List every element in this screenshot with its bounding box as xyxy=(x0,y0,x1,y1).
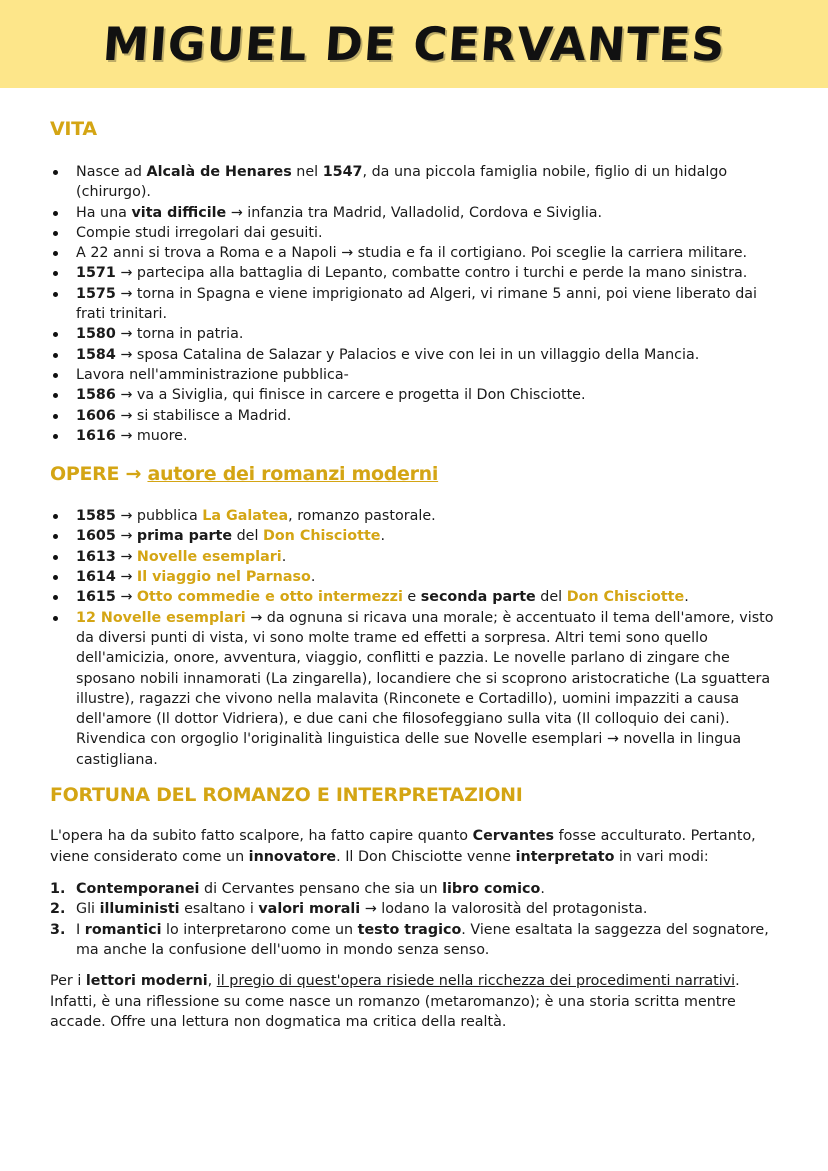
list-item: 1585 → pubblica La Galatea, romanzo pastorale. xyxy=(50,506,778,526)
list-item: Lavora nell'amministrazione pubblica- xyxy=(50,365,778,385)
interpretations-list xyxy=(50,879,778,960)
list-item: Nasce ad Alcalà de Henares nel 1547, da una piccola famiglia nobile, figlio di un hidalgo (chirurgo). xyxy=(50,162,778,203)
list-item: 1605 → prima parte del Don Chisciotte. xyxy=(50,526,778,546)
list-item: 2. Gli illuministi esaltano i valori morali → lodano la valorosità del protagonista. xyxy=(50,901,648,918)
paragraph-modern-readers: Per i lettori moderni, il pregio di quest'opera risiede nella ricchezza dei procedimenti narrativi. Infatti, è una riflessione su come nasce un romanzo (metaromanzo); è una storia scritta mentre accade. Offre una lettura non dogmatica ma critica della realtà. xyxy=(50,973,740,1031)
document-body xyxy=(0,88,828,1033)
paragraph-intro: L'opera ha da subito fatto scalpore, ha fatto capire quanto Cervantes fosse acculturato. Pertanto, viene considerato come un innovatore. Il Don Chisciotte venne interpretato in vari modi: xyxy=(50,828,756,865)
list-item: 3. I romantici lo interpretarono come un testo tragico. Viene esaltata la saggezza del sognatore, ma anche la confusione dell'uomo in mondo senza senso. xyxy=(50,921,769,958)
list-item: 1571 → partecipa alla battaglia di Lepanto, combatte contro i turchi e perde la mano sinistra. xyxy=(50,263,778,283)
list-item: A 22 anni si trova a Roma e a Napoli → studia e fa il cortigiano. Poi sceglie la carriera militare. xyxy=(50,243,778,263)
section-heading-opere: OPERE → autore dei romanzi moderni xyxy=(50,463,439,486)
list-item: 12 Novelle esemplari → da ognuna si ricava una morale; è accentuato il tema dell'amore, visto da diversi punti di vista, vi sono molte trame ed effetti a sorpresa. Altri temi sono quello dell'amicizia, onore, avventura, viaggio, conflitti e pazzia. Le novelle parlano di zingare che sposano nobili innamorati (La zingarella), locandiere che si scoprono aristocratiche (La sguattera illustre), ragazzi che vivono nella malavita (Rinconete e Cortadillo), uomini impazziti a causa dell'amore (Il dottor Vidriera), e due cani che filosofeggiano sulla vita (Il colloquio dei cani). Rivendica con orgoglio l'originalità linguistica delle sue Novelle esemplari → novella in lingua castigliana. xyxy=(50,608,778,770)
list-item: Compie studi irregolari dai gesuiti. xyxy=(50,223,778,243)
opere-list xyxy=(50,506,778,770)
section-vita xyxy=(50,88,778,446)
list-item: 1615 → Otto commedie e otto intermezzi e seconda parte del Don Chisciotte. xyxy=(50,587,778,607)
section-heading-vita: VITA xyxy=(50,118,97,140)
list-item: 1586 → va a Siviglia, qui finisce in carcere e progetta il Don Chisciotte. xyxy=(50,385,778,405)
list-item: 1606 → si stabilisce a Madrid. xyxy=(50,406,778,426)
section-subheading: autore dei romanzi moderni xyxy=(147,463,439,486)
page-title: MIGUEL DE CERVANTES xyxy=(100,17,728,71)
title-banner xyxy=(0,0,828,88)
section-heading-fortuna: FORTUNA DEL ROMANZO E INTERPRETAZIONI xyxy=(50,784,523,807)
list-item: Ha una vita difficile → infanzia tra Madrid, Valladolid, Cordova e Siviglia. xyxy=(50,203,778,223)
list-item: 1616 → muore. xyxy=(50,426,778,446)
list-item: 1614 → Il viaggio nel Parnaso. xyxy=(50,567,778,587)
list-item: 1613 → Novelle esemplari. xyxy=(50,547,778,567)
list-item: 1584 → sposa Catalina de Salazar y Palacios e vive con lei in un villaggio della Mancia. xyxy=(50,345,778,365)
section-opere xyxy=(50,463,778,770)
section-fortuna xyxy=(50,784,778,1033)
list-item: 1580 → torna in patria. xyxy=(50,324,778,344)
vita-list xyxy=(50,162,778,446)
list-item: 1575 → torna in Spagna e viene imprigionato ad Algeri, vi rimane 5 anni, poi viene liberato dai frati trinitari. xyxy=(50,284,778,325)
list-item: 1. Contemporanei di Cervantes pensano che sia un libro comico. xyxy=(50,881,545,898)
